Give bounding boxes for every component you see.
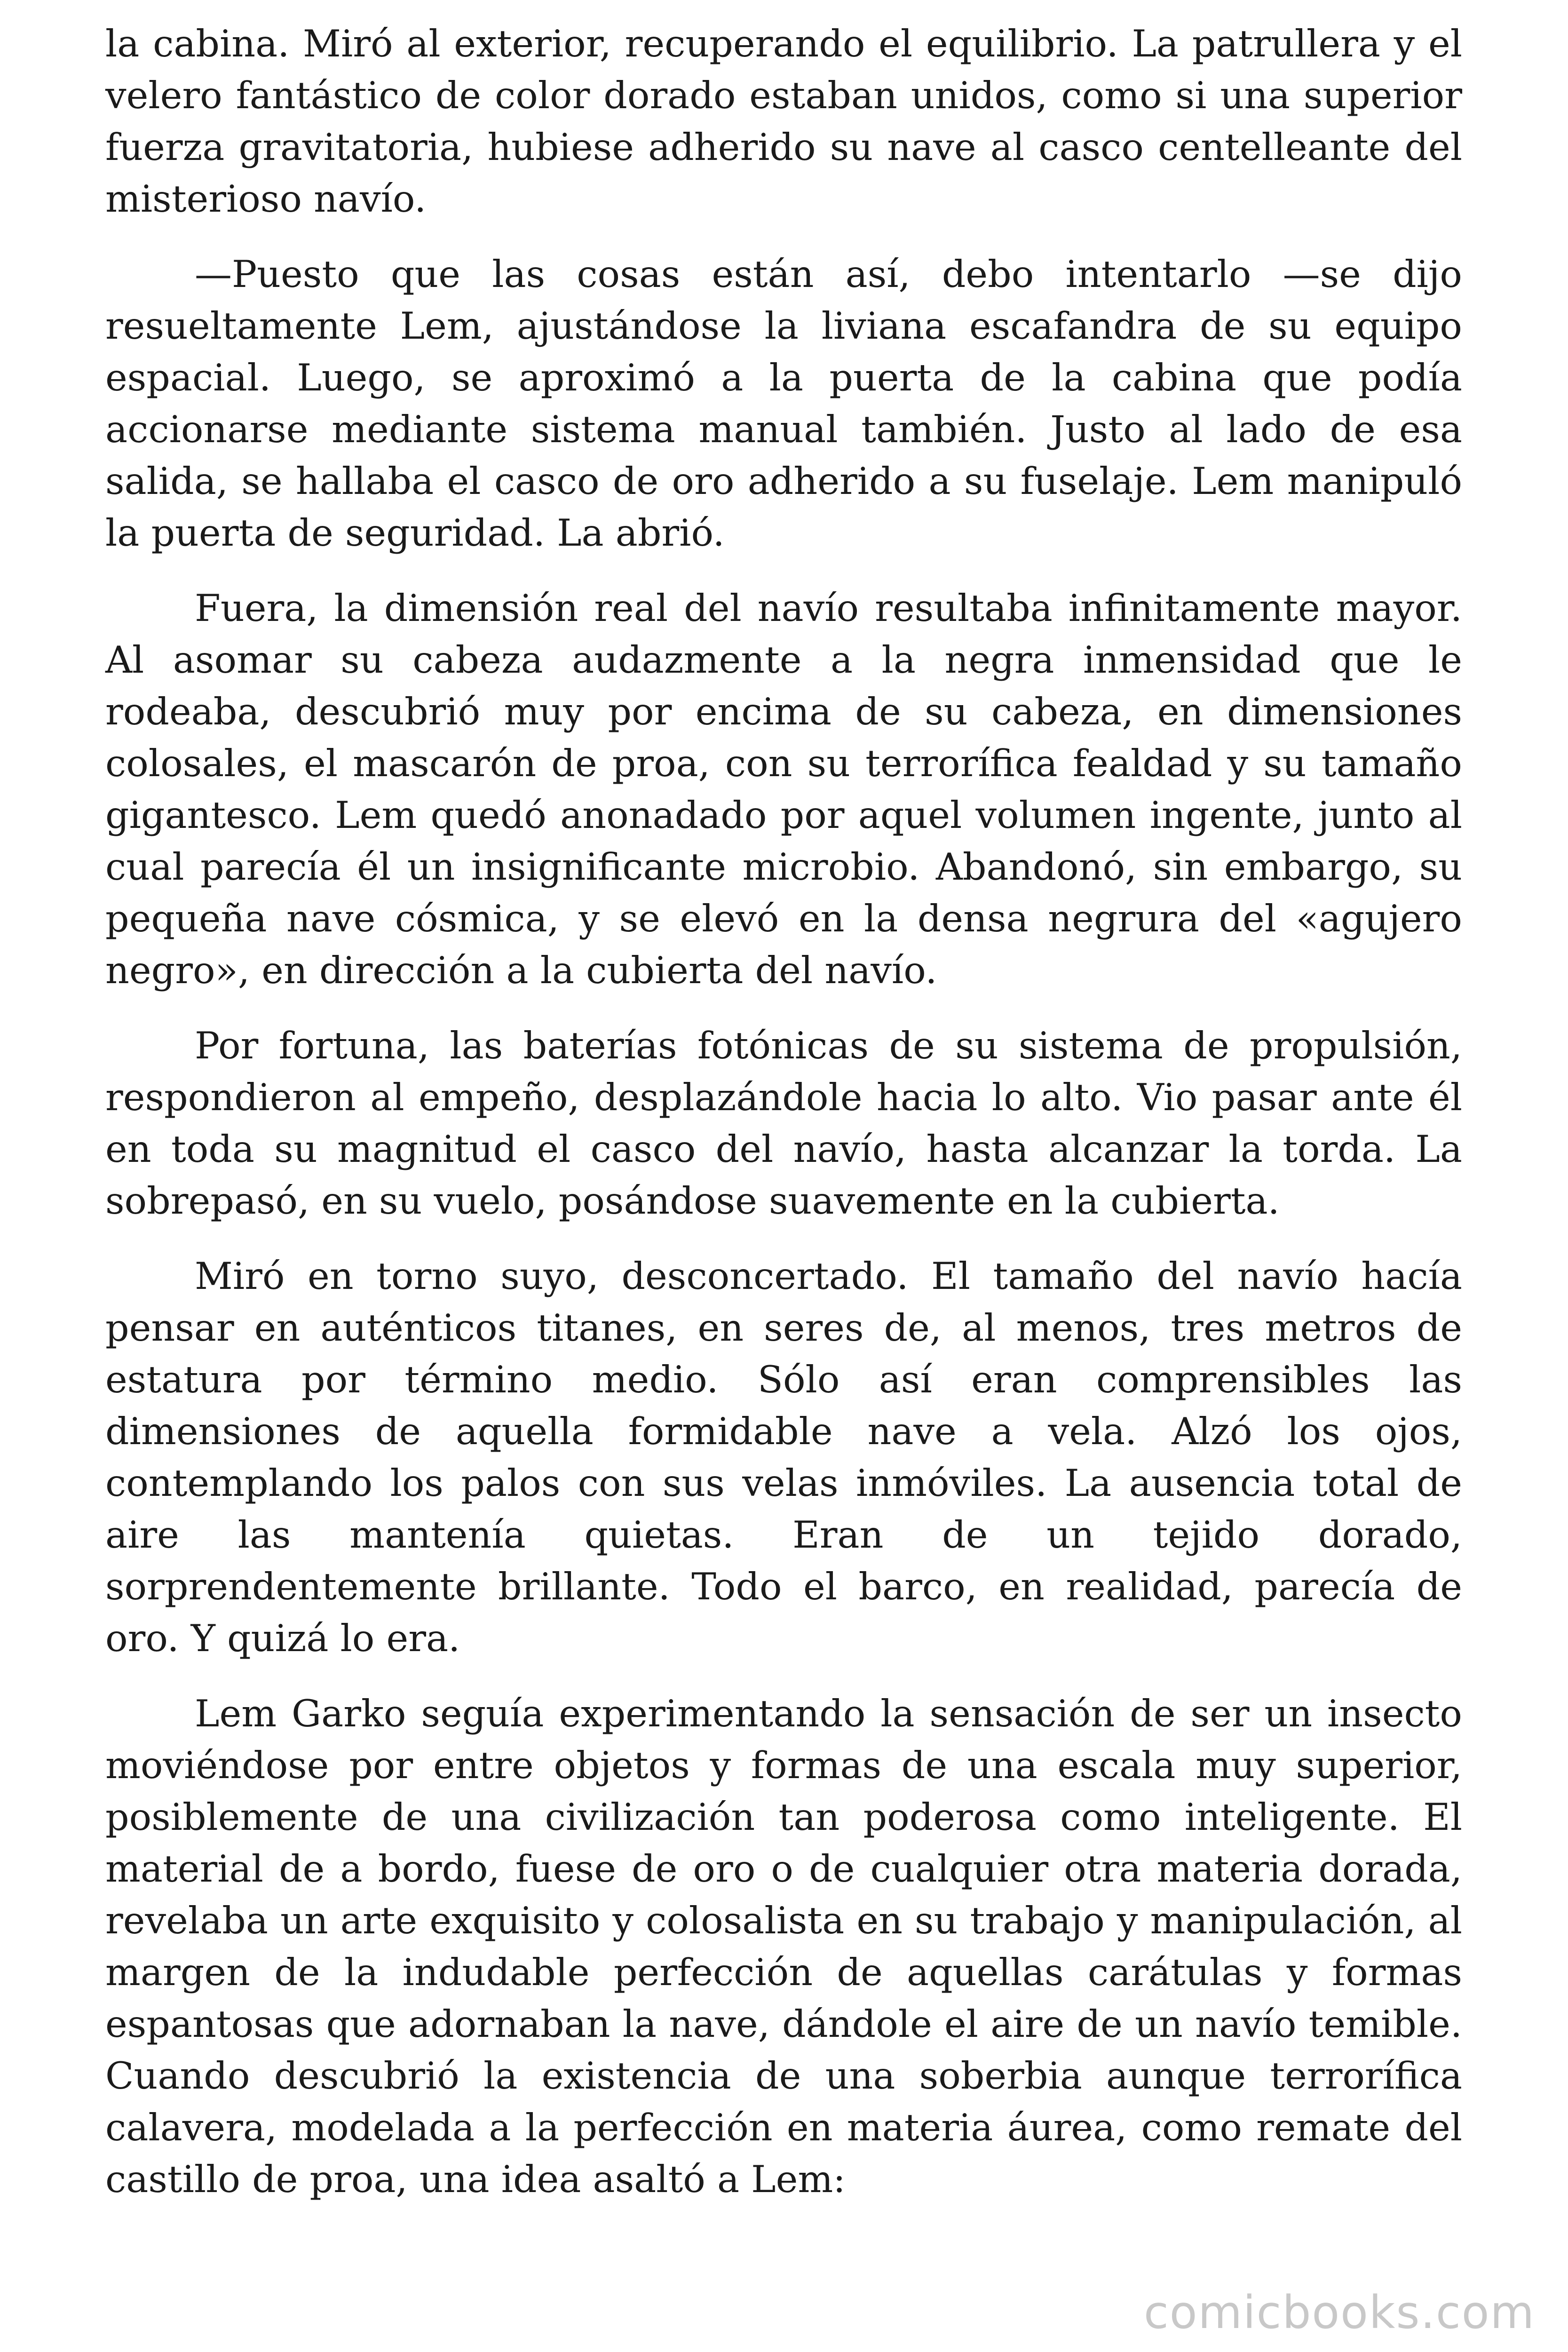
- paragraph: Fuera, la dimensión real del navío resultaba infinitamente mayor. Al asomar su cabeza audazmente a la negra inmensidad que le rodeaba, descubrió muy por encima de su cabeza, en dimensiones colosales, el mascarón de proa, con su terrorífica fealdad y su tamaño gigantesco. Lem quedó anonadado por aquel volumen ingente, junto al cual parecía él un insignificante microbio. Abandonó, sin embargo, su pequeña nave cósmica, y se elevó en la densa negrura del «agujero negro», en dirección a la cubierta del navío.: [105, 587, 1462, 992]
- paragraph-continued: la cabina. Miró al exterior, recuperando el equilibrio. La patrullera y el velero fantástico de color dorado estaban unidos, como si una superior fuerza gravitatoria, hubiese adherido su nave al casco centelleante del misterioso navío.: [105, 22, 1462, 221]
- paragraph: —Puesto que las cosas están así, debo intentarlo —se dijo resueltamente Lem, ajustándose la liviana escafandra de su equipo espacial. Luego, se aproximó a la puerta de la cabina que podía accionarse mediante sistema manual también. Justo al lado de esa salida, se hallaba el casco de oro adherido a su fuselaje. Lem manipuló la puerta de seguridad. La abrió.: [105, 253, 1462, 555]
- paragraph: Por fortuna, las baterías fotónicas de su sistema de propulsión, respondieron al empeño, desplazándole hacia lo alto. Vio pasar ante él en toda su magnitud el casco del navío, hasta alcanzar la torda. La sobrepasó, en su vuelo, posándose suavemente en la cubierta.: [105, 1024, 1462, 1223]
- paragraph: Miró en torno suyo, desconcertado. El tamaño del navío hacía pensar en auténticos titanes, en seres de, al menos, tres metros de estatura por término medio. Sólo así eran comprensibles las dimensiones de aquella formidable nave a vela. Alzó los ojos, contemplando los palos con sus velas inmóviles. La ausencia total de aire las mantenía quietas. Eran de un tejido dorado, sorprendentemente brillante. Todo el barco, en realidad, parecía de oro. Y quizá lo era.: [105, 1255, 1462, 1660]
- paragraph: Lem Garko seguía experimentando la sensación de ser un insecto moviéndose por entre objetos y formas de una escala muy superior, posiblemente de una civilización tan poderosa como inteligente. El material de a bordo, fuese de oro o de cualquier otra materia dorada, revelaba un arte exquisito y colosalista en su trabajo y manipulación, al margen de la indudable perfección de aquellas carátulas y formas espantosas que adornaban la nave, dándole el aire de un navío temible. Cuando descubrió la existencia de una soberbia aunque terrorífica calavera, modelada a la perfección en materia áurea, como remate del castillo de proa, una idea asaltó a Lem:: [105, 1692, 1462, 2201]
- watermark: comicbooks.com: [1143, 2286, 1535, 2339]
- text-body: [105, 18, 1462, 2229]
